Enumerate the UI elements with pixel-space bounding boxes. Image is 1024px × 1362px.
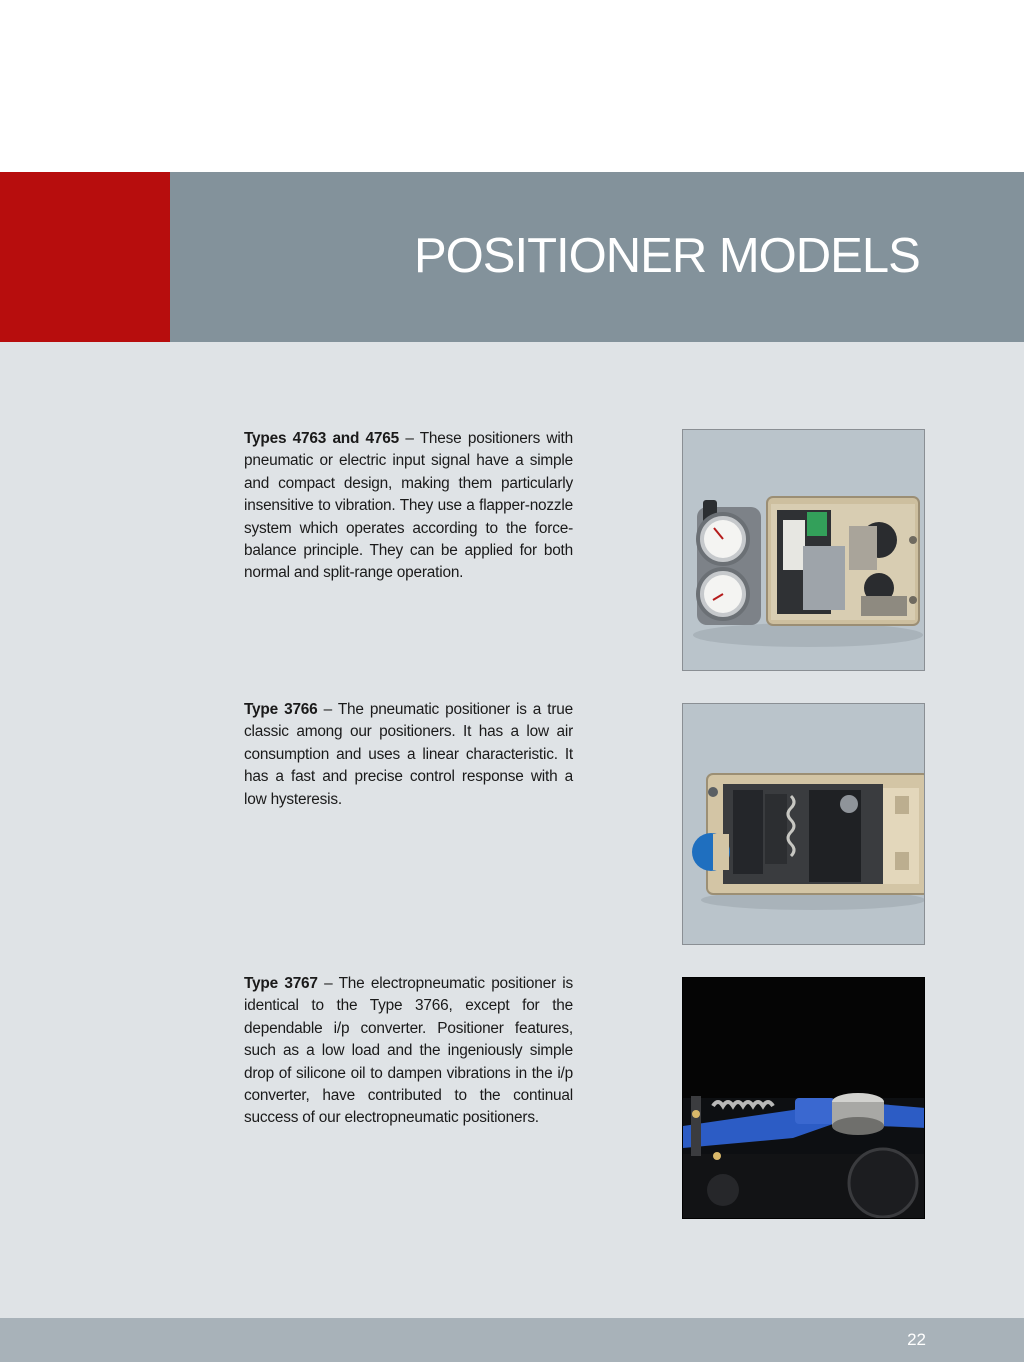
section-text (244, 428, 573, 585)
positioner-4763-photo-icon (683, 430, 925, 671)
ip-converter-closeup-photo (682, 977, 925, 1219)
section-body: – These positioners with pneumatic or electric input signal have a simple and compact design, making them particularly insensitive to vibration. They use a flapper-nozzle system which operates according to the force-balance principle. They can be applied for both normal and split-range operation. (244, 430, 573, 582)
section-type-3767 (244, 973, 573, 1130)
section-heading: Types 4763 and 4765 (244, 430, 399, 447)
section-type-3766 (244, 699, 573, 811)
title-band (170, 172, 1024, 342)
page-number: 22 (907, 1330, 926, 1349)
ip-converter-closeup-photo-icon (683, 978, 925, 1219)
section-heading: Type 3767 (244, 975, 318, 992)
section-text (244, 973, 573, 1130)
section-body: – The electropneumatic positioner is identical to the Type 3766, except for the dependable i/p converter. Positioner features, such as a low load and the ingeniously simple drop of silicone oil to dampen vibrations in the i/p converter, have contributed to the continual success of our electropneumatic positioners. (244, 975, 573, 1127)
positioner-4763-photo (682, 429, 925, 671)
section-heading: Type 3766 (244, 701, 318, 718)
header-band (0, 172, 1024, 342)
positioner-3766-photo-icon (683, 704, 925, 945)
section-types-4763-4765 (244, 428, 573, 585)
section-body: – The pneumatic positioner is a true classic among our positioners. It has a low air consumption and uses a linear characteristic. It has a fast and precise control response with a low hysteresis. (244, 701, 573, 808)
page-title: POSITIONER MODELS (414, 229, 920, 283)
section-text (244, 699, 573, 811)
positioner-3766-photo (682, 703, 925, 945)
footer-band (0, 1318, 1024, 1362)
red-accent-block (0, 172, 170, 342)
